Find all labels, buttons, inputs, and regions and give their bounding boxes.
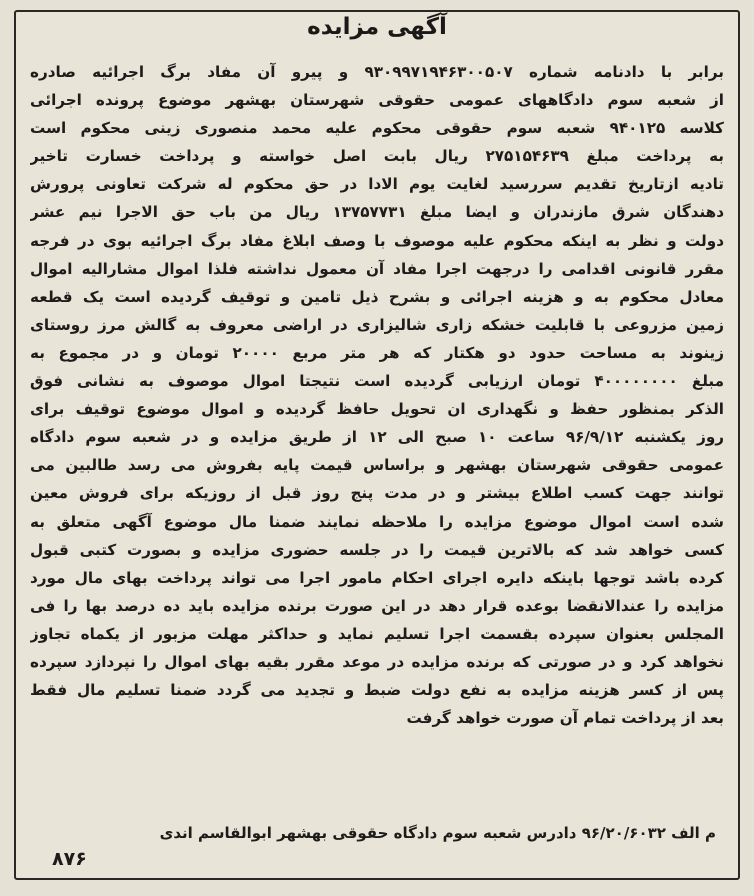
body-line: نخواهد کرد و در صورتی که برنده مزایده در موعد مقرر بقیه بهای اموال را نپردازد سپرده <box>30 652 724 671</box>
body-line: توانند جهت کسب اطلاع بیشتر و در مدت پنج روز قبل از روزیکه برای فروش معین <box>30 484 724 503</box>
body-line: زمین مزروعی با قابلیت خشکه زاری شالیزاری در اراضی معروف به گالش مرز روستای <box>30 315 724 334</box>
body-line: کرده باشد توجها باینکه دایره اجرای احکام مامور اجرا می تواند پرداخت بهای مال مورد <box>30 568 724 587</box>
footer-signature-line: م الف ۹۶/۲۰/۶۰۳۲ دادرس شعبه سوم دادگاه حقوقی بهشهر ابوالقاسم اندی <box>159 824 716 842</box>
body-line: معادل محکوم به و هزینه اجرائی و بشرح ذیل تامین و توقیف گردیده است یک قطعه <box>30 287 724 306</box>
body-line: کلاسه ۹۴۰۱۲۵ شعبه سوم حقوقی محکوم علیه محمد منصوری زینی محکوم است <box>30 119 724 138</box>
body-line: زینوند به مساحت حدود دو هکتار که هر متر مربع ۲۰۰۰۰ تومان و در مجموع به <box>30 343 724 362</box>
body-line: المجلس بعنوان سپرده بقسمت اجرا تسلیم نماید و حداکثر مهلت مزبور از یکماه تجاوز <box>30 624 724 643</box>
body-line: شده است اموال موضوع مزایده را ملاحظه نمایند ضمنا مال موضوع آگهی متعلق به <box>30 512 724 531</box>
body-line: تادیه ازتاریخ تقدیم سررسید لغایت یوم الادا در حق محکوم له شرکت تعاونی پرورش <box>30 175 724 194</box>
notice-body <box>30 58 724 732</box>
body-line: پس از کسر هزینه مزایده به نفع دولت ضبط و تجدید می گردد ضمنا تسلیم مال فقط <box>30 681 724 700</box>
body-line: عمومی حقوقی شهرستان بهشهر و براساس قیمت پایه بفروش می رسد طالبین می <box>30 456 724 475</box>
body-line: روز یکشنبه ۹۶/۹/۱۲ ساعت ۱۰ صبح الی ۱۲ از طریق مزایده و در شعبه سوم دادگاه <box>30 428 724 447</box>
body-line: مزایده را عندالانقضا بوعده قرار دهد در این صورت برنده مزایده باید ده درصد بها را فی <box>30 596 724 615</box>
body-line: دهندگان شرق مازندران و ایضا مبلغ ۱۳۷۵۷۷۳۱ ریال من باب حق الاجرا نیم عشر <box>30 203 724 222</box>
notice-footer <box>50 824 716 842</box>
body-line: از شعبه سوم دادگاههای عمومی حقوقی شهرستان بهشهر موضوع پرونده اجرائی <box>30 91 724 110</box>
body-line: مبلغ ۴۰۰۰۰۰۰۰۰ تومان ارزیابی گردیده است نتیجتا اموال موصوف به نشانی فوق <box>30 372 724 391</box>
body-line: کسی خواهد شد که بالاترین قیمت را در جلسه حضوری مزایده و بصورت کتبی قبول <box>30 540 724 559</box>
body-line: مقرر قانونی اقدامی را درجهت اجرا مفاد آن معمول نداشته فلذا اموال مشارالیه اموال <box>30 259 724 278</box>
body-line: به پرداخت مبلغ ۲۷۵۱۵۴۶۳۹ ریال بابت اصل خواسته و پرداخت خسارت تاخیر <box>30 147 724 166</box>
clipping-number: ۸۷۶ <box>52 848 87 870</box>
body-line-last: بعد از پرداخت تمام آن صورت خواهد گرفت <box>406 709 724 728</box>
body-line: الذکر بمنظور حفظ و نگهداری ان تحویل حافظ گردیده و اموال موضوع توقیف برای <box>30 400 724 419</box>
notice-title: آگهی مزایده <box>307 14 447 40</box>
body-line: برابر با دادنامه شماره ۹۳۰۹۹۷۱۹۴۶۳۰۰۵۰۷ و پیرو آن مفاد برگ اجرائیه صادره <box>30 63 724 81</box>
body-line: دولت و نظر به اینکه محکوم علیه موصوف با وصف ابلاغ مفاد برگ اجرائیه بوی در فرجه <box>30 231 724 250</box>
